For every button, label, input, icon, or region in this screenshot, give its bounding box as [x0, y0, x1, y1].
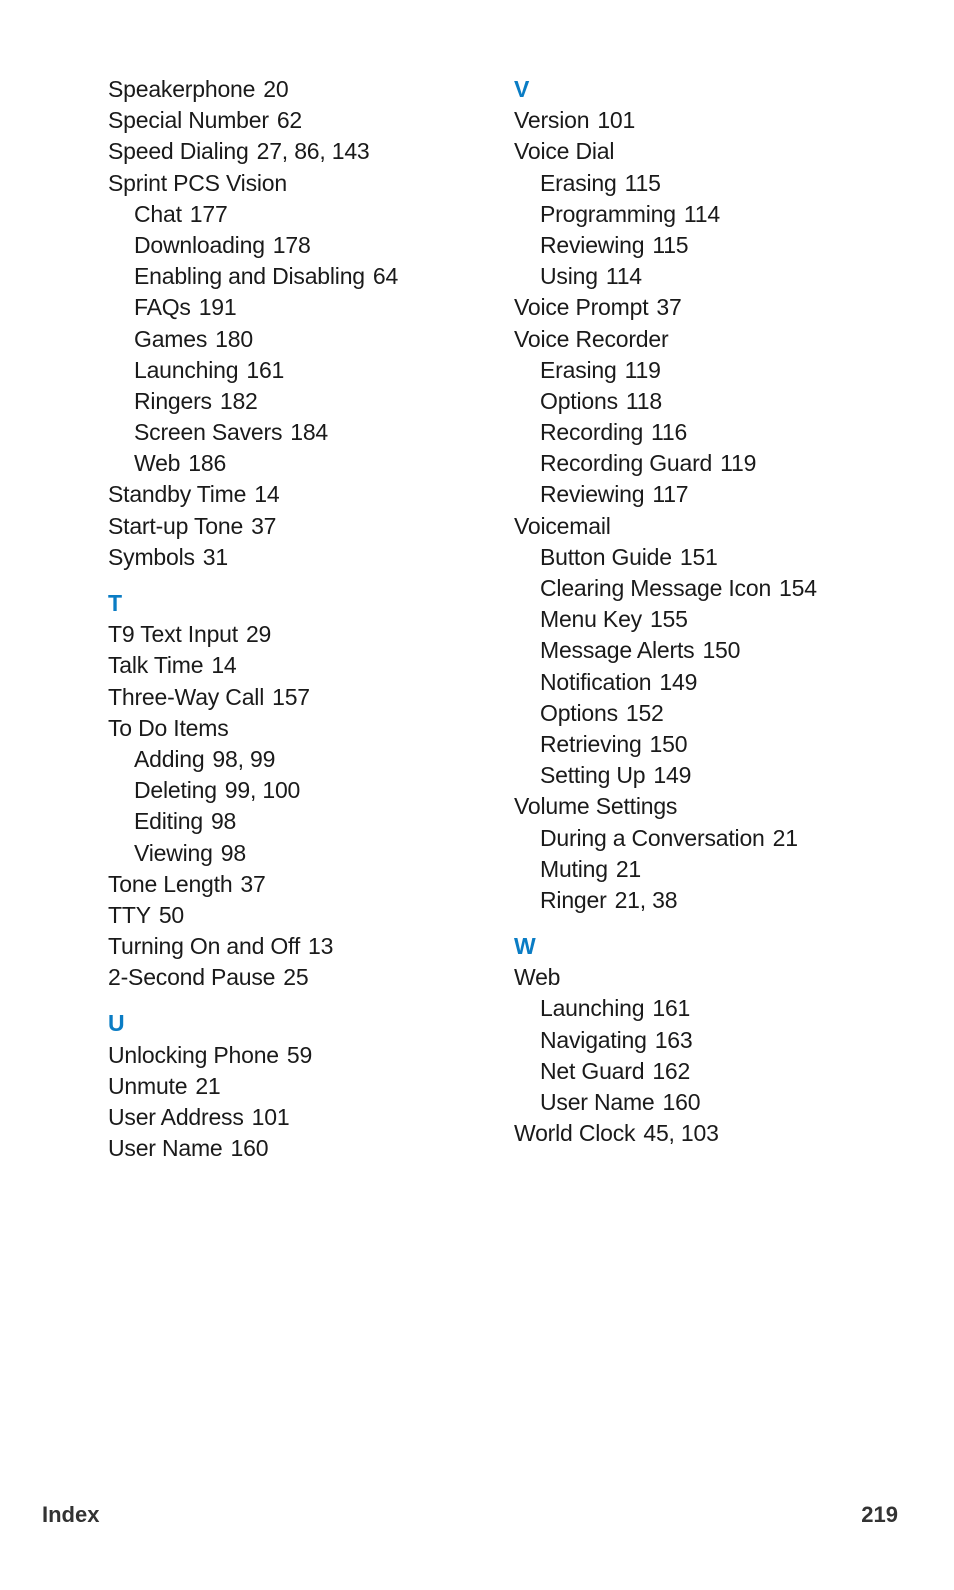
- index-subentry: [514, 261, 914, 292]
- index-term: Net Guard: [540, 1057, 645, 1084]
- index-page-ref: 31: [202, 543, 228, 570]
- index-term: Voice Recorder: [514, 325, 669, 352]
- index-term: Screen Savers: [134, 419, 283, 446]
- index-term: Message Alerts: [540, 637, 695, 664]
- index-subentry: [514, 854, 914, 885]
- index-page-ref: 13: [308, 933, 334, 960]
- index-page-ref: 119: [720, 450, 757, 477]
- index-entry: [514, 511, 914, 542]
- index-subentry: [108, 261, 508, 292]
- index-page-ref: 152: [625, 699, 664, 726]
- index-subentry: [514, 355, 914, 386]
- index-subentry: [108, 386, 508, 417]
- index-term: Reviewing: [540, 231, 645, 258]
- index-term: Viewing: [134, 839, 213, 866]
- index-term: Tone Length: [108, 870, 233, 897]
- index-subentry: [108, 324, 508, 355]
- index-entry: [108, 619, 508, 650]
- index-subentry: [514, 760, 914, 791]
- index-entry: [514, 1118, 914, 1149]
- index-column-right: [514, 74, 914, 1149]
- index-subentry: [514, 479, 914, 510]
- index-subentry: [514, 729, 914, 760]
- index-page-ref: 119: [624, 356, 661, 383]
- index-page-ref: 115: [624, 169, 661, 196]
- index-subentry: [108, 292, 508, 323]
- index-entry: [108, 713, 508, 744]
- index-subentry: [514, 993, 914, 1024]
- index-subentry: [514, 1056, 914, 1087]
- index-term: Games: [134, 325, 208, 352]
- index-entry: [108, 74, 508, 105]
- index-term: Notification: [540, 668, 652, 695]
- index-term: Navigating: [540, 1026, 647, 1053]
- index-term: Launching: [134, 356, 239, 383]
- index-term: Clearing Message Icon: [540, 575, 772, 601]
- index-term: Start-up Tone: [108, 512, 244, 539]
- index-term: To Do Items: [108, 714, 229, 741]
- index-page-ref: 163: [654, 1026, 693, 1053]
- index-term: Deleting: [134, 777, 217, 804]
- index-page-ref: 98, 99: [212, 745, 276, 772]
- index-term: Talk Time: [108, 652, 204, 679]
- index-page-ref: 184: [290, 419, 329, 446]
- index-term: Ringer: [540, 886, 607, 913]
- index-page-ref: 160: [230, 1135, 269, 1162]
- index-term: Menu Key: [540, 606, 642, 633]
- index-entry: [108, 511, 508, 542]
- index-entry: [108, 1102, 508, 1133]
- index-page-ref: 161: [652, 995, 691, 1022]
- index-page-ref: 98: [210, 808, 237, 835]
- index-subentry: [514, 1025, 914, 1056]
- index-entry: [514, 136, 914, 167]
- index-subentry: [514, 199, 914, 230]
- index-term: TTY: [108, 901, 151, 928]
- index-entry: [514, 292, 914, 323]
- index-entry: [108, 1040, 508, 1071]
- index-entry: [108, 869, 508, 900]
- index-term: Ringers: [134, 387, 212, 414]
- index-term: Volume Settings: [514, 793, 678, 820]
- index-term: Retrieving: [540, 730, 642, 757]
- index-subentry: [514, 417, 914, 448]
- index-term: Standby Time: [108, 481, 247, 508]
- index-subentry: [108, 417, 508, 448]
- index-column-left: [108, 74, 508, 1164]
- index-page-ref: 149: [659, 668, 698, 695]
- index-term: Three-Way Call: [108, 683, 265, 710]
- index-subentry: [514, 635, 914, 666]
- index-subentry: [108, 775, 508, 806]
- index-subentry: [108, 230, 508, 261]
- index-term: Editing: [134, 808, 203, 835]
- index-subentry: [108, 806, 508, 837]
- index-subentry: [514, 448, 914, 479]
- index-term: Recording Guard: [540, 450, 713, 477]
- index-term: Turning On and Off: [108, 933, 301, 960]
- index-term: World Clock: [514, 1120, 636, 1147]
- index-entry: [108, 168, 508, 199]
- index-page-ref: 177: [189, 200, 228, 227]
- index-page-ref: 161: [246, 356, 285, 383]
- index-term: Downloading: [134, 231, 265, 258]
- index-page-ref: 14: [211, 652, 237, 679]
- index-term: Web: [514, 964, 561, 991]
- index-page-ref: 98: [220, 839, 246, 866]
- index-page-ref: 59: [286, 1041, 313, 1068]
- index-term: User Name: [540, 1089, 655, 1115]
- index-term: Version: [514, 107, 590, 134]
- index-term: FAQs: [134, 294, 191, 321]
- index-term: Using: [540, 263, 598, 290]
- index-term: Speed Dialing: [108, 138, 249, 165]
- index-term: Muting: [540, 855, 608, 882]
- index-term: Enabling and Disabling: [134, 263, 365, 290]
- footer-page-number: 219: [861, 1502, 898, 1527]
- index-subentry: [514, 604, 914, 635]
- index-entry: [108, 105, 508, 136]
- index-page-ref: 37: [251, 512, 277, 539]
- index-page-ref: 160: [662, 1089, 701, 1115]
- index-subentry: [514, 667, 914, 698]
- index-term: Launching: [540, 995, 645, 1022]
- index-entry: [514, 962, 914, 993]
- index-page-ref: 118: [625, 387, 662, 414]
- index-term: Voicemail: [514, 512, 611, 539]
- index-page-ref: 115: [652, 231, 689, 258]
- index-term: Chat: [134, 200, 182, 227]
- index-page-ref: 117: [652, 481, 689, 508]
- index-term: Unmute: [108, 1072, 188, 1099]
- index-subentry: [108, 199, 508, 230]
- index-page-ref: 21: [772, 824, 798, 851]
- index-page-ref: 150: [649, 730, 688, 757]
- index-term: Web: [134, 450, 181, 477]
- index-term: Symbols: [108, 543, 195, 570]
- index-entry: [108, 931, 508, 962]
- index-term: 2-Second Pause: [108, 964, 276, 991]
- index-letter-heading: U: [108, 1010, 125, 1037]
- index-page-ref: 101: [597, 107, 636, 134]
- index-page-ref: 101: [251, 1104, 290, 1130]
- index-page-ref: 186: [188, 450, 227, 477]
- index-subentry: [514, 230, 914, 261]
- index-entry: [514, 791, 914, 822]
- index-entry: [108, 1071, 508, 1102]
- index-page-ref: 21, 38: [614, 886, 678, 913]
- index-page-ref: 155: [649, 606, 688, 633]
- index-page-ref: 64: [372, 263, 399, 290]
- index-page-ref: 27, 86, 143: [256, 138, 370, 165]
- index-term: Speakerphone: [108, 76, 256, 102]
- index-subentry: [108, 838, 508, 869]
- index-page-ref: 191: [198, 294, 237, 321]
- index-page-ref: 151: [679, 543, 718, 570]
- index-entry: [108, 962, 508, 993]
- index-page-ref: 178: [272, 231, 311, 258]
- index-entry: [108, 136, 508, 167]
- index-subentry: [514, 885, 914, 916]
- index-term: Special Number: [108, 107, 269, 134]
- index-subentry: [108, 448, 508, 479]
- index-page-ref: 37: [656, 294, 682, 321]
- index-page-ref: 180: [215, 325, 253, 352]
- index-page-ref: 21: [615, 855, 642, 882]
- index-term: Programming: [540, 200, 676, 227]
- index-entry: [514, 105, 914, 136]
- index-term: Voice Dial: [514, 138, 615, 165]
- index-page-ref: 25: [283, 964, 309, 991]
- index-page-ref: 99, 100: [224, 777, 301, 804]
- index-subentry: [514, 823, 914, 854]
- index-subentry: [514, 542, 914, 573]
- index-page-ref: 21: [195, 1072, 221, 1099]
- index-term: During a Conversation: [540, 824, 765, 851]
- index-term: Sprint PCS Vision: [108, 169, 287, 196]
- index-page-ref: 114: [605, 263, 642, 290]
- index-subentry: [514, 386, 914, 417]
- index-term: Setting Up: [540, 762, 646, 789]
- index-letter-heading: V: [514, 76, 530, 102]
- index-term: Recording: [540, 419, 644, 446]
- index-term: Voice Prompt: [514, 294, 649, 321]
- index-letter-heading: W: [514, 933, 536, 960]
- index-page-ref: 149: [653, 762, 692, 789]
- index-entry: [108, 650, 508, 681]
- index-page-ref: 116: [651, 419, 688, 446]
- index-term: Reviewing: [540, 481, 645, 508]
- index-term: Erasing: [540, 356, 617, 383]
- index-term: Button Guide: [540, 543, 672, 570]
- index-entry: [514, 324, 914, 355]
- index-page-ref: 114: [683, 200, 720, 227]
- index-subentry: [514, 168, 914, 199]
- index-page-ref: 182: [219, 387, 258, 414]
- index-term: Adding: [134, 745, 205, 772]
- index-page-ref: 20: [263, 76, 289, 102]
- index-page-ref: 154: [779, 575, 817, 601]
- index-page-ref: 150: [702, 637, 741, 664]
- index-letter-heading: T: [108, 590, 123, 616]
- index-term: Erasing: [540, 169, 617, 196]
- index-page-ref: 37: [240, 870, 266, 897]
- index-term: Options: [540, 699, 618, 726]
- index-subentry: [514, 698, 914, 729]
- index-subentry: [108, 744, 508, 775]
- index-page-ref: 162: [652, 1057, 691, 1084]
- index-entry: [108, 479, 508, 510]
- index-page-ref: 45, 103: [643, 1120, 719, 1147]
- index-entry: [108, 1133, 508, 1164]
- index-page-ref: 29: [245, 621, 272, 648]
- index-page-ref: 157: [272, 683, 310, 710]
- index-subentry: [514, 1087, 914, 1118]
- index-term: User Address: [108, 1104, 244, 1130]
- index-term: Unlocking Phone: [108, 1041, 279, 1068]
- index-entry: [108, 682, 508, 713]
- index-page-ref: 14: [254, 481, 280, 508]
- footer-section-label: Index: [42, 1502, 100, 1527]
- index-page-ref: 50: [158, 901, 185, 928]
- index-term: User Name: [108, 1135, 223, 1162]
- index-page-ref: 62: [276, 107, 303, 134]
- index-entry: [108, 542, 508, 573]
- index-subentry: [514, 573, 914, 604]
- index-term: T9 Text Input: [108, 621, 238, 648]
- index-subentry: [108, 355, 508, 386]
- index-term: Options: [540, 387, 618, 414]
- index-entry: [108, 900, 508, 931]
